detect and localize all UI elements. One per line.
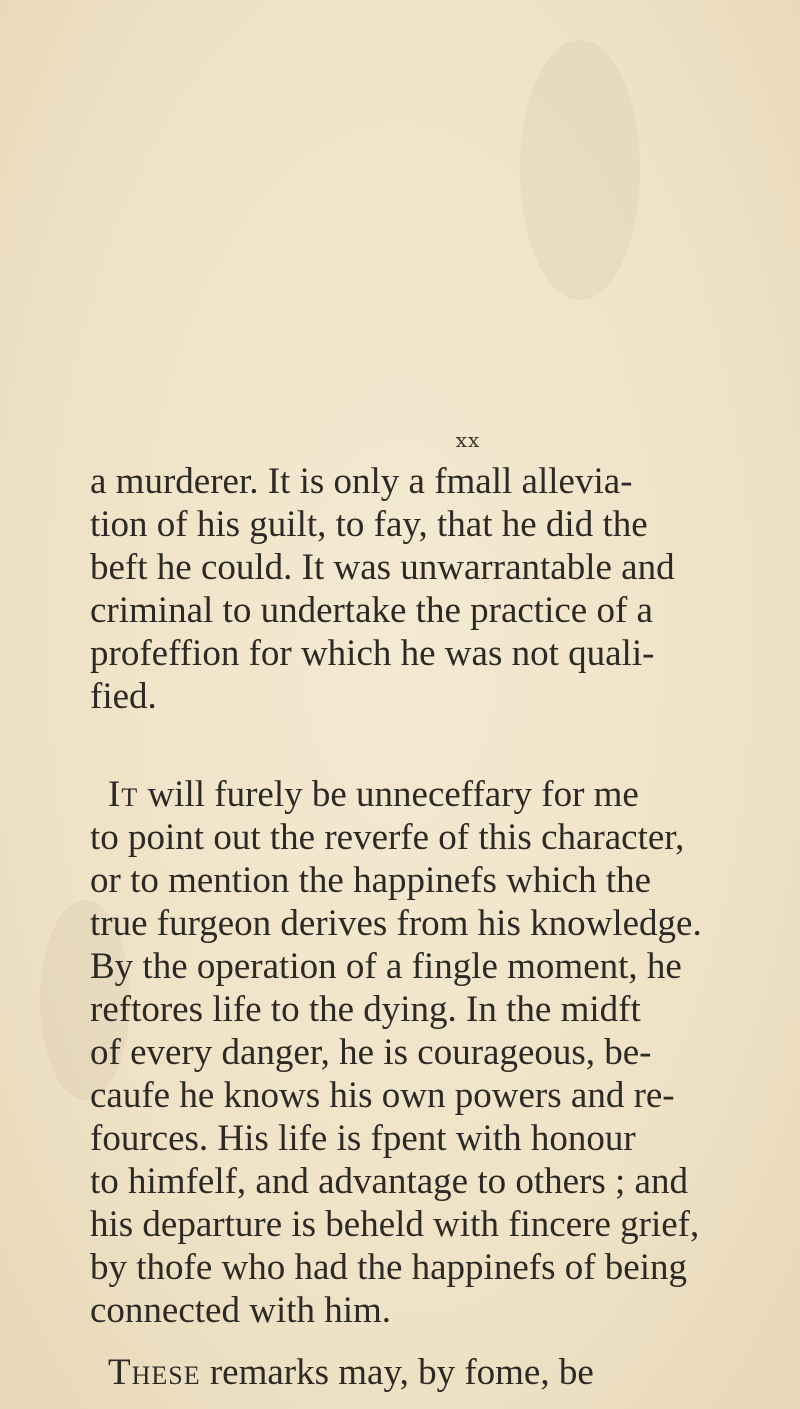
text-line: remarks may, by fome, be bbox=[200, 1352, 594, 1393]
paragraph-lead-word: It bbox=[108, 774, 139, 815]
text-line-first bbox=[108, 773, 639, 817]
text-line: to himfelf, and advantage to others ; and bbox=[90, 1161, 688, 1202]
text-line: his departure is beheld with fincere grief, bbox=[90, 1204, 700, 1245]
text-line: tion of his guilt, to fay, that he did the bbox=[90, 504, 648, 545]
text-line: beft he could. It was unwarrantable and bbox=[90, 547, 675, 588]
text-line: profeffion for which he was not quali- bbox=[90, 633, 655, 674]
text-line-first bbox=[108, 1351, 594, 1395]
text-line: true furgeon derives from his knowledge. bbox=[90, 903, 702, 944]
text-line: connected with him. bbox=[90, 1290, 392, 1331]
text-line: a murderer. It is only a fmall allevia- bbox=[90, 461, 633, 502]
text-line: of every danger, he is courageous, be- bbox=[90, 1032, 652, 1073]
paragraph-lead-word: These bbox=[108, 1352, 201, 1393]
text-line: or to mention the happinefs which the bbox=[90, 860, 652, 901]
page-number: xx bbox=[455, 428, 481, 452]
text-line: reftores life to the dying. In the midft bbox=[90, 989, 641, 1030]
text-line: to point out the reverfe of this character, bbox=[90, 817, 685, 858]
text-line: fied. bbox=[90, 676, 157, 717]
text-line: by thofe who had the happinefs of being bbox=[90, 1247, 687, 1288]
text-line: caufe he knows his own powers and re- bbox=[90, 1075, 675, 1116]
text-line: By the operation of a fingle moment, he bbox=[90, 946, 682, 987]
paper-stain bbox=[520, 40, 640, 300]
text-line: fources. His life is fpent with honour bbox=[90, 1118, 636, 1159]
text-line: will furely be unneceffary for me bbox=[138, 774, 639, 815]
text-line: criminal to undertake the practice of a bbox=[90, 590, 653, 631]
